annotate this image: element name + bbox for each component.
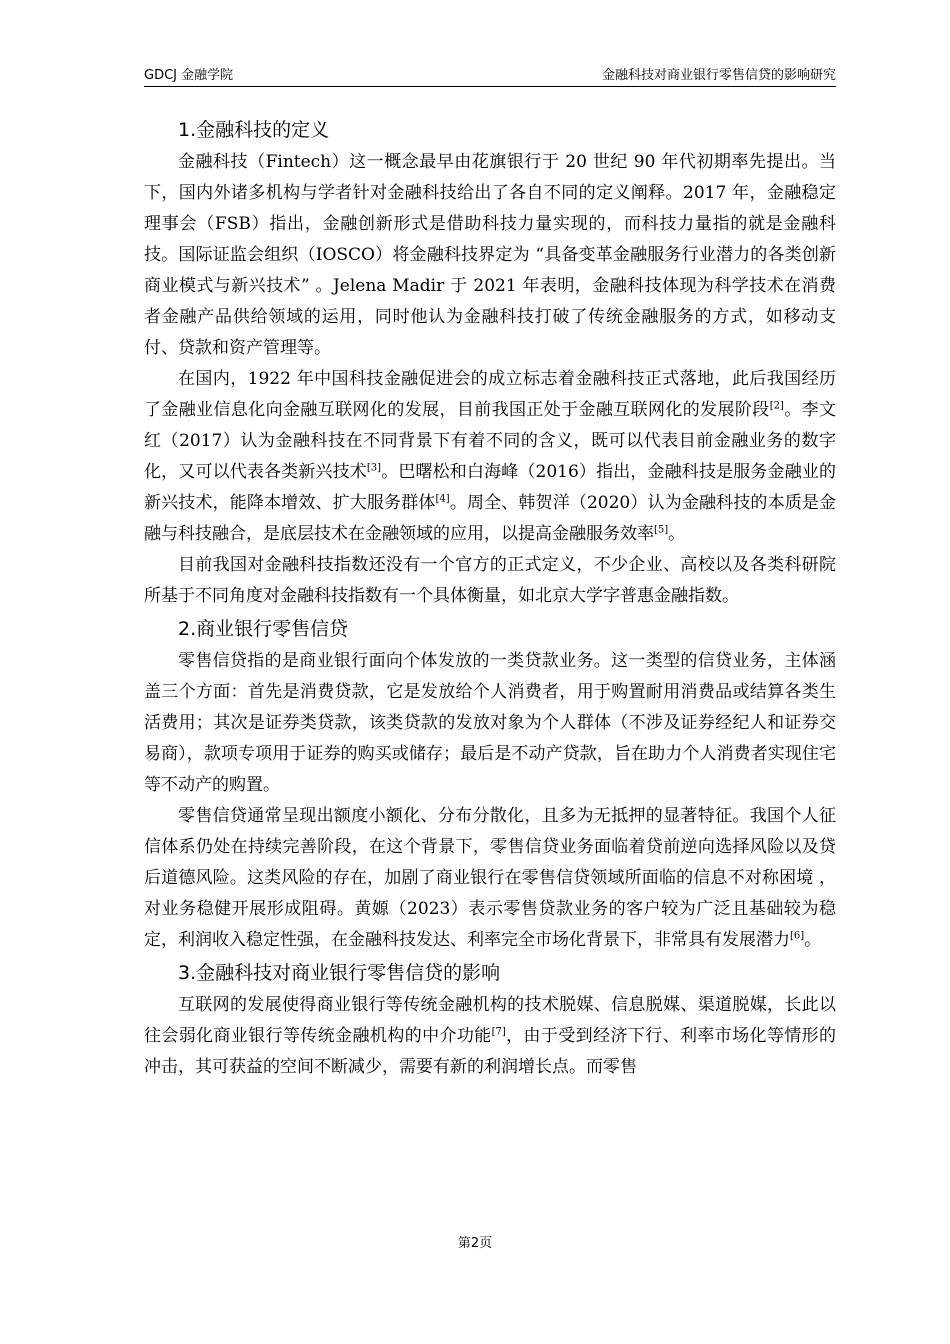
citation-ref: [4]	[435, 493, 450, 505]
paragraph-text: 目前我国对金融科技指数还没有一个官方的正式定义，不少企业、高校以及各类科研院所基于不同角度对金融科技指数有一个具体衡量，如北京大学字普惠金融指数。	[144, 555, 836, 606]
paragraph-text: 互联网的发展使得商业银行等传统金融机构的技术脱媒、信息脱媒、渠道脱媒，长此以往会弱化商业银行等传统金融机构的中介功能	[144, 995, 836, 1046]
header-right-text: 金融科技对商业银行零售信贷的影响研究	[601, 68, 836, 83]
page-header	[144, 66, 836, 87]
paragraph-text: 。	[804, 930, 822, 950]
citation-ref: [3]	[366, 462, 382, 474]
body-paragraph	[144, 147, 836, 364]
body-paragraph	[144, 801, 836, 956]
paragraph-text: 零售信贷指的是商业银行面向个体发放的一类贷款业务。这一类型的信贷业务，主体涵盖三个方面：首先是消费贷款，它是发放给个人消费者，用于购置耐用消费品或结算各类生活费用；其次是证券类贷款，该类贷款的发放对象为个人群体（不涉及证券经纪人和证券交易商），款项专项用于证券的购买或储存；最后是不动产贷款，旨在助力个人消费者实现住宅等不动产的购置。	[144, 651, 836, 795]
paragraph-text: 。周全、韩贺洋（2020）认为金融科技的本质是金融与科技融合，是底层技术在金融领域的应用，以提高金融服务效率	[144, 493, 837, 544]
paragraph-text: 金融科技（Fintech）这一概念最早由花旗银行于 20 世纪 90 年代初期率先提出。当下，国内外诸多机构与学者针对金融科技给出了各自不同的定义阐释。2017 年，金融稳定理事会（FSB）指出，金融创新形式是借助科技力量实现的，而科技力量指的就是金融科技。国际证监会组织（IOSCO）将金融科技界定为 “具备变革金融服务行业潜力的各类创新商业模式与新兴技术” 。Jelena Madir 于 2021 年表明，金融科技体现为科学技术在消费者金融产品供给领域的运用，同时他认为金融科技打破了传统金融服务的方式，如移动支付、贷款和资产管理等。	[144, 152, 836, 358]
body-paragraph	[144, 990, 836, 1083]
citation-ref: [7]	[491, 1026, 506, 1038]
paragraph-text: 。	[668, 524, 686, 544]
section-heading: 3.金融科技对商业银行零售信贷的影响	[178, 962, 501, 984]
citation-ref: [2]	[769, 400, 784, 412]
header-left-text: GDCJ 金融学院	[144, 68, 234, 83]
paragraph-text: ，由于受到经济下行、利率市场化等情形的冲击，其可获益的空间不断减少，需要有新的利润增长点。而零售	[144, 1026, 837, 1077]
citation-ref: [6]	[790, 930, 805, 942]
paragraph-text: 。李文红（2017）认为金融科技在不同背景下有着不同的含义，既可以代表目前金融业务的数字化，又可以代表各类新兴技术	[144, 400, 837, 482]
page-number: 第2页	[457, 1236, 493, 1251]
body-paragraph	[144, 646, 836, 801]
body-paragraph	[144, 364, 836, 550]
section-heading: 1.金融科技的定义	[178, 119, 330, 141]
body-paragraph	[144, 550, 836, 612]
paragraph-text: 零售信贷通常呈现出额度小额化、分布分散化，且多为无抵押的显著特征。我国个人征信体系仍处在持续完善阶段，在这个背景下，零售信贷业务面临着贷前逆向选择风险以及贷后道德风险。这类风险的存在，加剧了商业银行在零售信贷领域所面临的信息不对称困境 ，对业务稳健开展形成阻碍。黄嫄（2023）表示零售贷款业务的客户较为广泛且基础较为稳定，利润收入稳定性强，在金融科技发达、利率完全市场化背景下，非常具有发展潜力	[144, 806, 836, 950]
paragraph-text: 在国内，1922 年中国科技金融促进会的成立标志着金融科技正式落地，此后我国经历了金融业信息化向金融互联网化的发展，目前我国正处于金融互联网化的发展阶段	[144, 369, 836, 420]
document-body	[144, 113, 836, 1083]
paragraph-text: 。巴曙松和白海峰（2016）指出，金融科技是服务金融业的新兴技术，能降本增效、扩大服务群体	[144, 462, 837, 513]
citation-ref: [5]	[654, 524, 669, 536]
section-heading: 2.商业银行零售信贷	[178, 618, 349, 640]
